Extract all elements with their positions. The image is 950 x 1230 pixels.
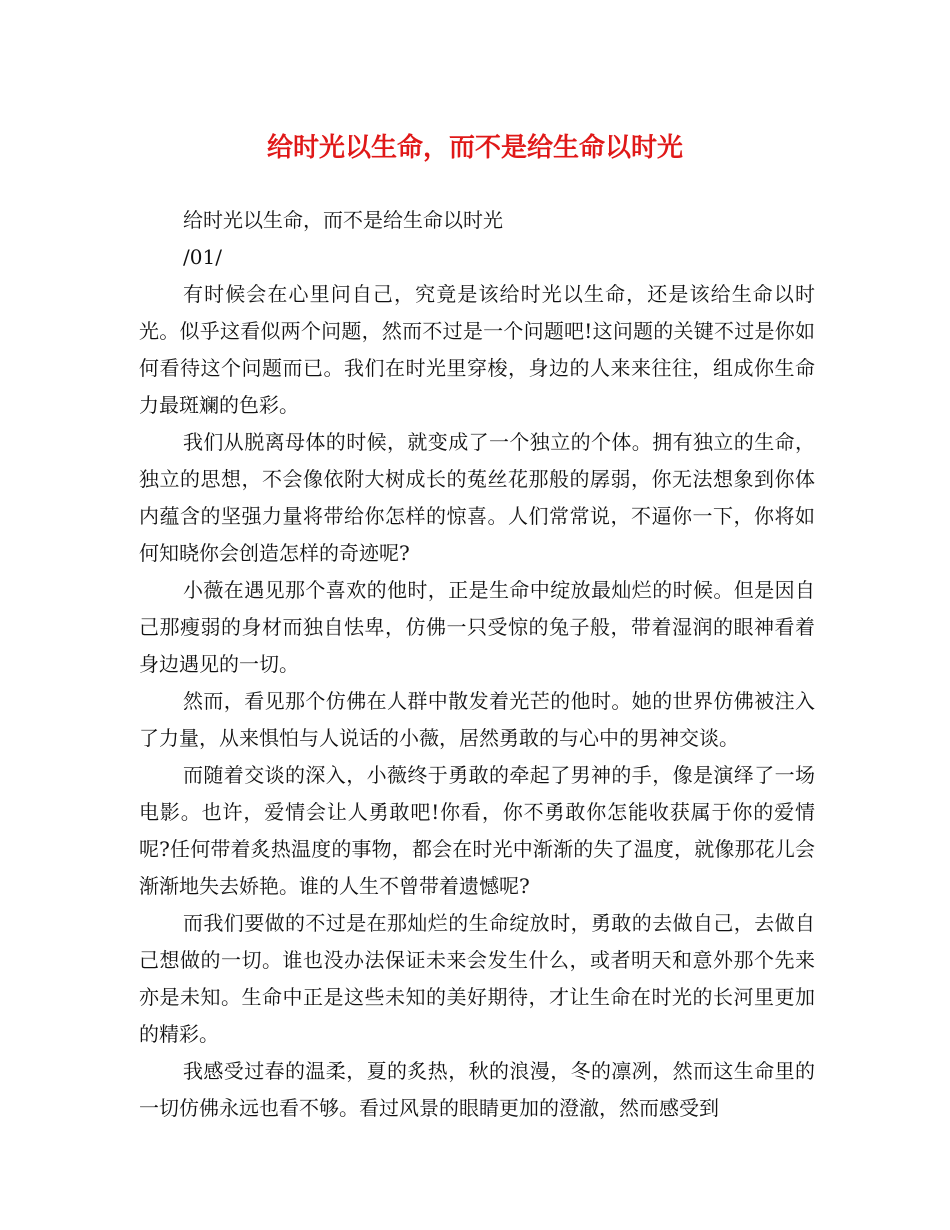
- paragraph: 我们从脱离母体的时候，就变成了一个独立的个体。拥有独立的生命，独立的思想，不会像依附大树成长的菟丝花那般的孱弱，你无法想象到你体内蕴含的坚强力量将带给你怎样的惊喜。人们常常说，不逼你一下，你将如何知晓你会创造怎样的奇迹呢?: [139, 430, 815, 565]
- paragraph-section-number: /01/: [183, 245, 222, 269]
- paragraph-subtitle: 给时光以生命，而不是给生命以时光: [183, 208, 503, 232]
- paragraph: 然而，看见那个仿佛在人群中散发着光芒的他时。她的世界仿佛被注入了力量，从来惧怕与人说话的小薇，居然勇敢的与心中的男神交谈。: [139, 689, 815, 750]
- document-title: 给时光以生命，而不是给生命以时光: [266, 133, 683, 163]
- paragraph: 我感受过春的温柔，夏的炙热，秋的浪漫，冬的凛冽，然而这生命里的一切仿佛永远也看不够。看过风景的眼睛更加的澄澈，然而感受到: [139, 1059, 815, 1120]
- paragraph: 而随着交谈的深入，小薇终于勇敢的牵起了男神的手，像是演绎了一场电影。也许，爱情会让人勇敢吧!你看，你不勇敢你怎能收获属于你的爱情呢?任何带着炙热温度的事物，都会在时光中渐渐的失了温度，就像那花儿会渐渐地失去娇艳。谁的人生不曾带着遗憾呢?: [139, 763, 815, 898]
- paragraph: 有时候会在心里问自己，究竟是该给时光以生命，还是该给生命以时光。似乎这看似两个问题，然而不过是一个问题吧!这问题的关键不过是你如何看待这个问题而已。我们在时光里穿梭，身边的人来来往往，组成你生命力最斑斓的色彩。: [139, 282, 815, 417]
- paragraph: 小薇在遇见那个喜欢的他时，正是生命中绽放最灿烂的时候。但是因自己那瘦弱的身材而独自怯卑，仿佛一只受惊的兔子般，带着湿润的眼神看着身边遇见的一切。: [139, 578, 815, 676]
- paragraph: 而我们要做的不过是在那灿烂的生命绽放时，勇敢的去做自己，去做自己想做的一切。谁也没办法保证未来会发生什么，或者明天和意外那个先来亦是未知。生命中正是这些未知的美好期待，才让生命在时光的长河里更加的精彩。: [139, 911, 815, 1046]
- document-body: [139, 202, 815, 1127]
